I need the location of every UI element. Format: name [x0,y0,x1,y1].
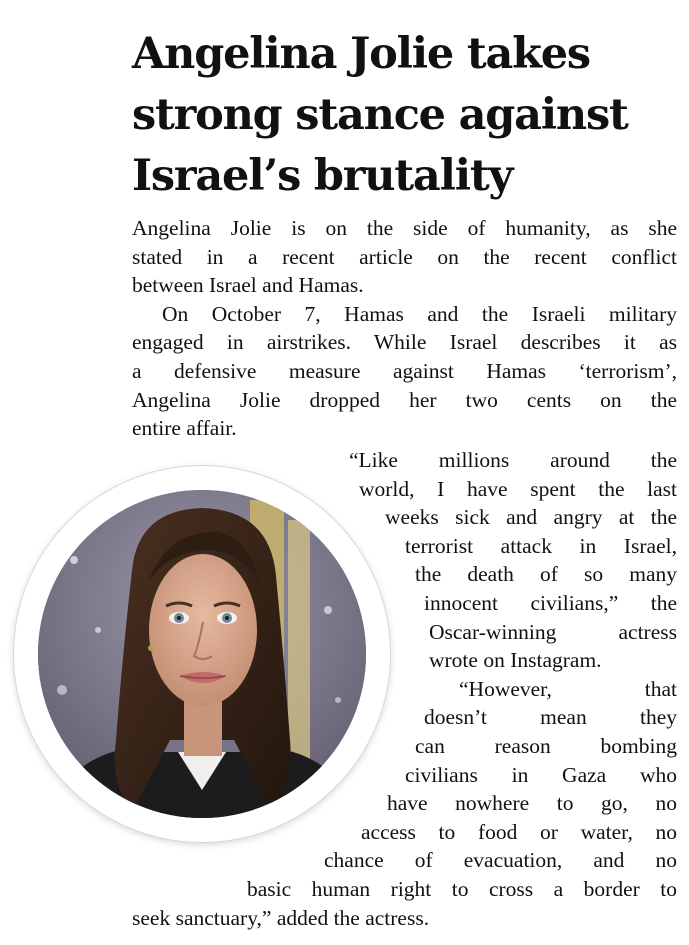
text-line: between Israel and Hamas. [132,273,364,298]
quote-line: seek sanctuary,” added the actress. [132,905,430,930]
quote-line: doesn’t mean they [424,705,677,730]
quote-line: “Like millions around the [349,448,677,472]
wrapped-quote [117,446,677,932]
quote-line: “However, that [459,676,677,701]
text-line: Angelina Jolie dropped her two cents on the [132,387,677,412]
headline-line: Israel’s brutality [132,151,513,201]
second-paragraph [132,300,677,443]
quote-line: chance of evacuation, and no [324,848,677,873]
quote-line: access to food or water, no [361,819,677,844]
headline [132,24,677,207]
quote-line: the death of so many [415,562,677,587]
quote-line: innocent civilians,” the [424,590,677,615]
quote-line: terrorist attack in Israel, [405,533,677,558]
quote-line: wrote on Instagram. [429,648,602,673]
text-line: stated in a recent article on the recent conflict [132,244,677,269]
article-header [132,24,677,207]
quote-line: Oscar-winning actress [429,619,677,644]
quote-line: civilians in Gaza who [405,762,677,787]
quote-line: world, I have spent the last [359,476,677,501]
headline-line: Angelina Jolie takes [132,29,590,79]
text-line: Angelina Jolie is on the side of humanity, as she [132,216,677,240]
text-line: On October 7, Hamas and the Israeli military [162,301,677,326]
quote-line: can reason bombing [415,733,677,758]
quote-line: basic human right to cross a border to [247,876,677,901]
quote-line: weeks sick and angry at the [385,505,677,530]
quote-line: have nowhere to go, no [387,791,677,816]
text-line: entire affair. [132,416,237,441]
text-line: a defensive measure against Hamas ‘terrorism’, [132,358,677,383]
text-line: engaged in airstrikes. While Israel describes it as [132,330,677,355]
article-body [132,214,677,443]
intro-paragraph [132,214,677,300]
headline-line: strong stance against [132,90,628,140]
